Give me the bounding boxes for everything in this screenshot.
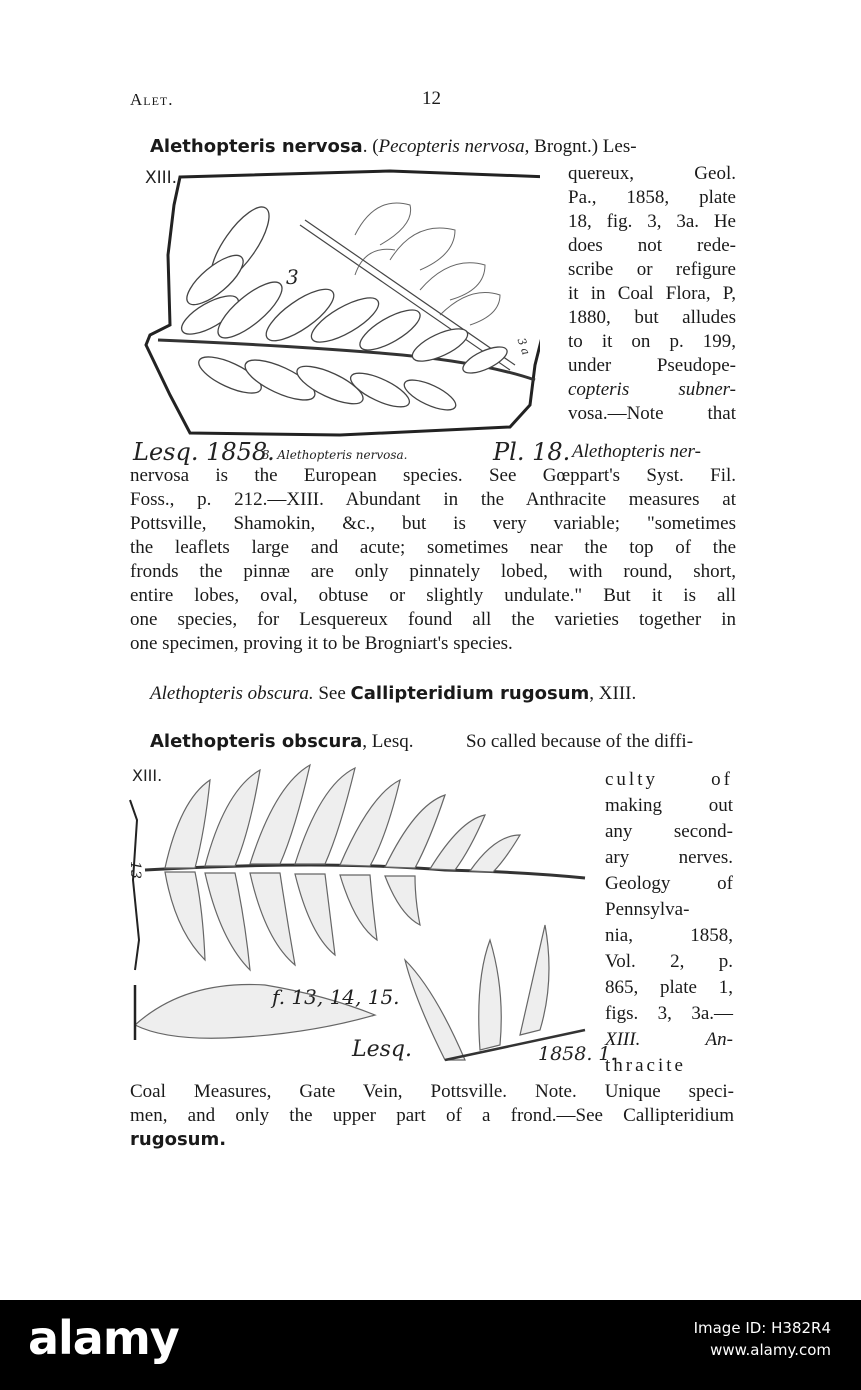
figure2-label-figs: f. 13, 14, 15. [272,985,400,1009]
fern-illustration-1 [140,165,540,445]
image-reference: Image ID: H382R4 www.alamy.com [693,1319,831,1359]
figure2-caption-left: Lesq. [352,1037,412,1062]
entry1-title: Alethopteris nervosa [150,136,363,157]
figure1-caption-right: Pl. 18. [493,438,571,466]
figure1-label-roman: XIII. [145,168,178,188]
figure1-caption-mid: 3. Alethopteris nervosa. [262,448,408,462]
figure1-label-3a: 3 a [514,336,533,357]
figure1-caption-left: Lesq. 1858. [133,438,275,466]
entry3-first-line-rest: So called because of the diffi- [466,731,694,752]
page-number: 12 [422,88,441,109]
entry3-title: Alethopteris obscura [150,731,363,752]
book-page: Alet. 12 Alethopteris nervosa. (Pecopteris nervosa, Brognt.) Les- XIII. 3 3 a Lesq. 1858. 3. Alethopteris nervosa. Pl. 18. quereux, Geol. Pa., 1858, plate 18, fig. 3, 3a. He does not rede- scribe or refigure it in Coal Flora, P, 1880, but alludes to it on p. 199, under Pseudope- copteris subner- vosa.—Note that Alethopteris ner- nervosa is the European species. See Gœppart's Syst. Fil. Foss., p. 212.—XIII. Abundant in the Anthracite measures at Pottsville, Shamokin, &c., but is very variable; "sometimes the leaflets large and acute; sometimes near the top of the fronds the pinnæ are only pinnately lobed, with round, short, entire lobes, oval, obtuse or slightly undulate." But it is all one species, for Lesquereux found all the varieties together in one specimen, proving it to be Brogniart's species. Alethopteris obscura. See Callipteridium rugosum, XIII. Alethopteris obscura, Lesq. So called because of the diffi- XIII. 13 f. 13, 14, 15. Lesq. 1858. 1. culty of making out any second- ary nerves. Geology of Pennsylva- nia, 1858, Vol. 2, p. 865, plate 1, figs. 3, 3a.— XIII. An- thracite Coal Measures, Gate Vein, Pottsville. Note. Unique speci- men, and only the upper part of a frond.—See Callipteridium rugosum. [0,0,861,1300]
entry1-synonym: Pecopteris nervosa [378,136,525,157]
running-header: Alet. [130,90,174,109]
entry2-cross-reference: Callipteridium rugosum [350,683,590,704]
figure2-label-side: 13 [126,861,143,879]
figure2-label-roman: XIII. [132,766,163,785]
entry3-title-line: Alethopteris obscura, Lesq. [150,731,414,752]
fern-illustration-2 [125,760,595,1070]
figure1-label-number: 3 [286,265,299,289]
figure2-caption-right: 1858. 1. [538,1043,617,1065]
entry1-title-line: Alethopteris nervosa. (Pecopteris nervosa, Brognt.) Les- [150,136,637,157]
alamy-logo: alamy [28,1311,179,1365]
entry2-line: Alethopteris obscura. See Callipteridium rugosum, XIII. [150,683,637,704]
